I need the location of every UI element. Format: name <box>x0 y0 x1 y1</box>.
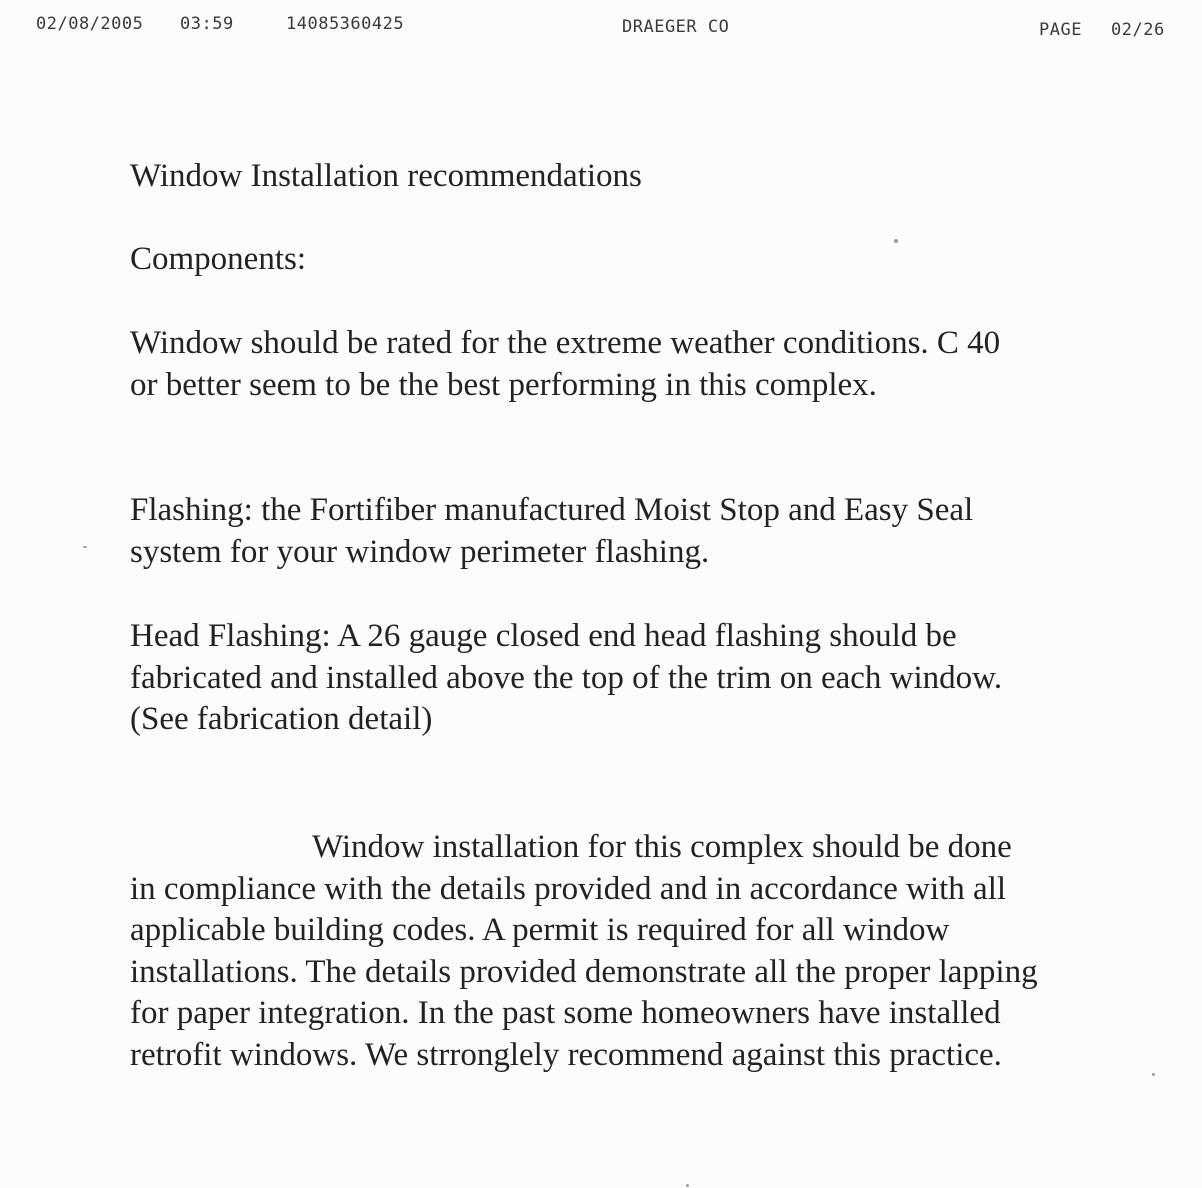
scan-speck <box>1152 1073 1155 1076</box>
fax-phone-number: 14085360425 <box>286 14 405 34</box>
components-heading: Components: <box>130 241 307 277</box>
fax-time: 03:59 <box>180 14 234 34</box>
window-rating-paragraph: Window should be rated for the extreme weather conditions. C 40 or better seem to be the best performing in this complex. <box>130 325 1001 403</box>
scan-speck <box>83 546 87 548</box>
document-title: Window Installation recommendations <box>130 158 642 194</box>
head-flashing-paragraph: Head Flashing: A 26 gauge closed end head flashing should be fabricated and installed above the top of the trim on each window. (See fabrication detail) <box>130 618 1003 737</box>
fax-company: DRAEGER CO <box>622 17 730 37</box>
installation-paragraph: Window installation for this complex should be done in compliance with the details provided and in accordance with all applicable building codes. A permit is required for all window installations. The details provided demonstrate all the proper lapping for paper integration. In the past some homeowners have installed retrofit windows. We strronglely recommend against this practice. <box>130 829 1038 1073</box>
scan-speck <box>686 1184 689 1187</box>
scan-speck <box>894 239 898 243</box>
fax-page-number: 02/26 <box>1111 20 1165 40</box>
fax-date: 02/08/2005 <box>36 14 144 34</box>
fax-header <box>0 12 1202 42</box>
flashing-paragraph: Flashing: the Fortifiber manufactured Moist Stop and Easy Seal system for your window perimeter flashing. <box>130 492 974 570</box>
fax-page-label: PAGE <box>1039 20 1082 40</box>
